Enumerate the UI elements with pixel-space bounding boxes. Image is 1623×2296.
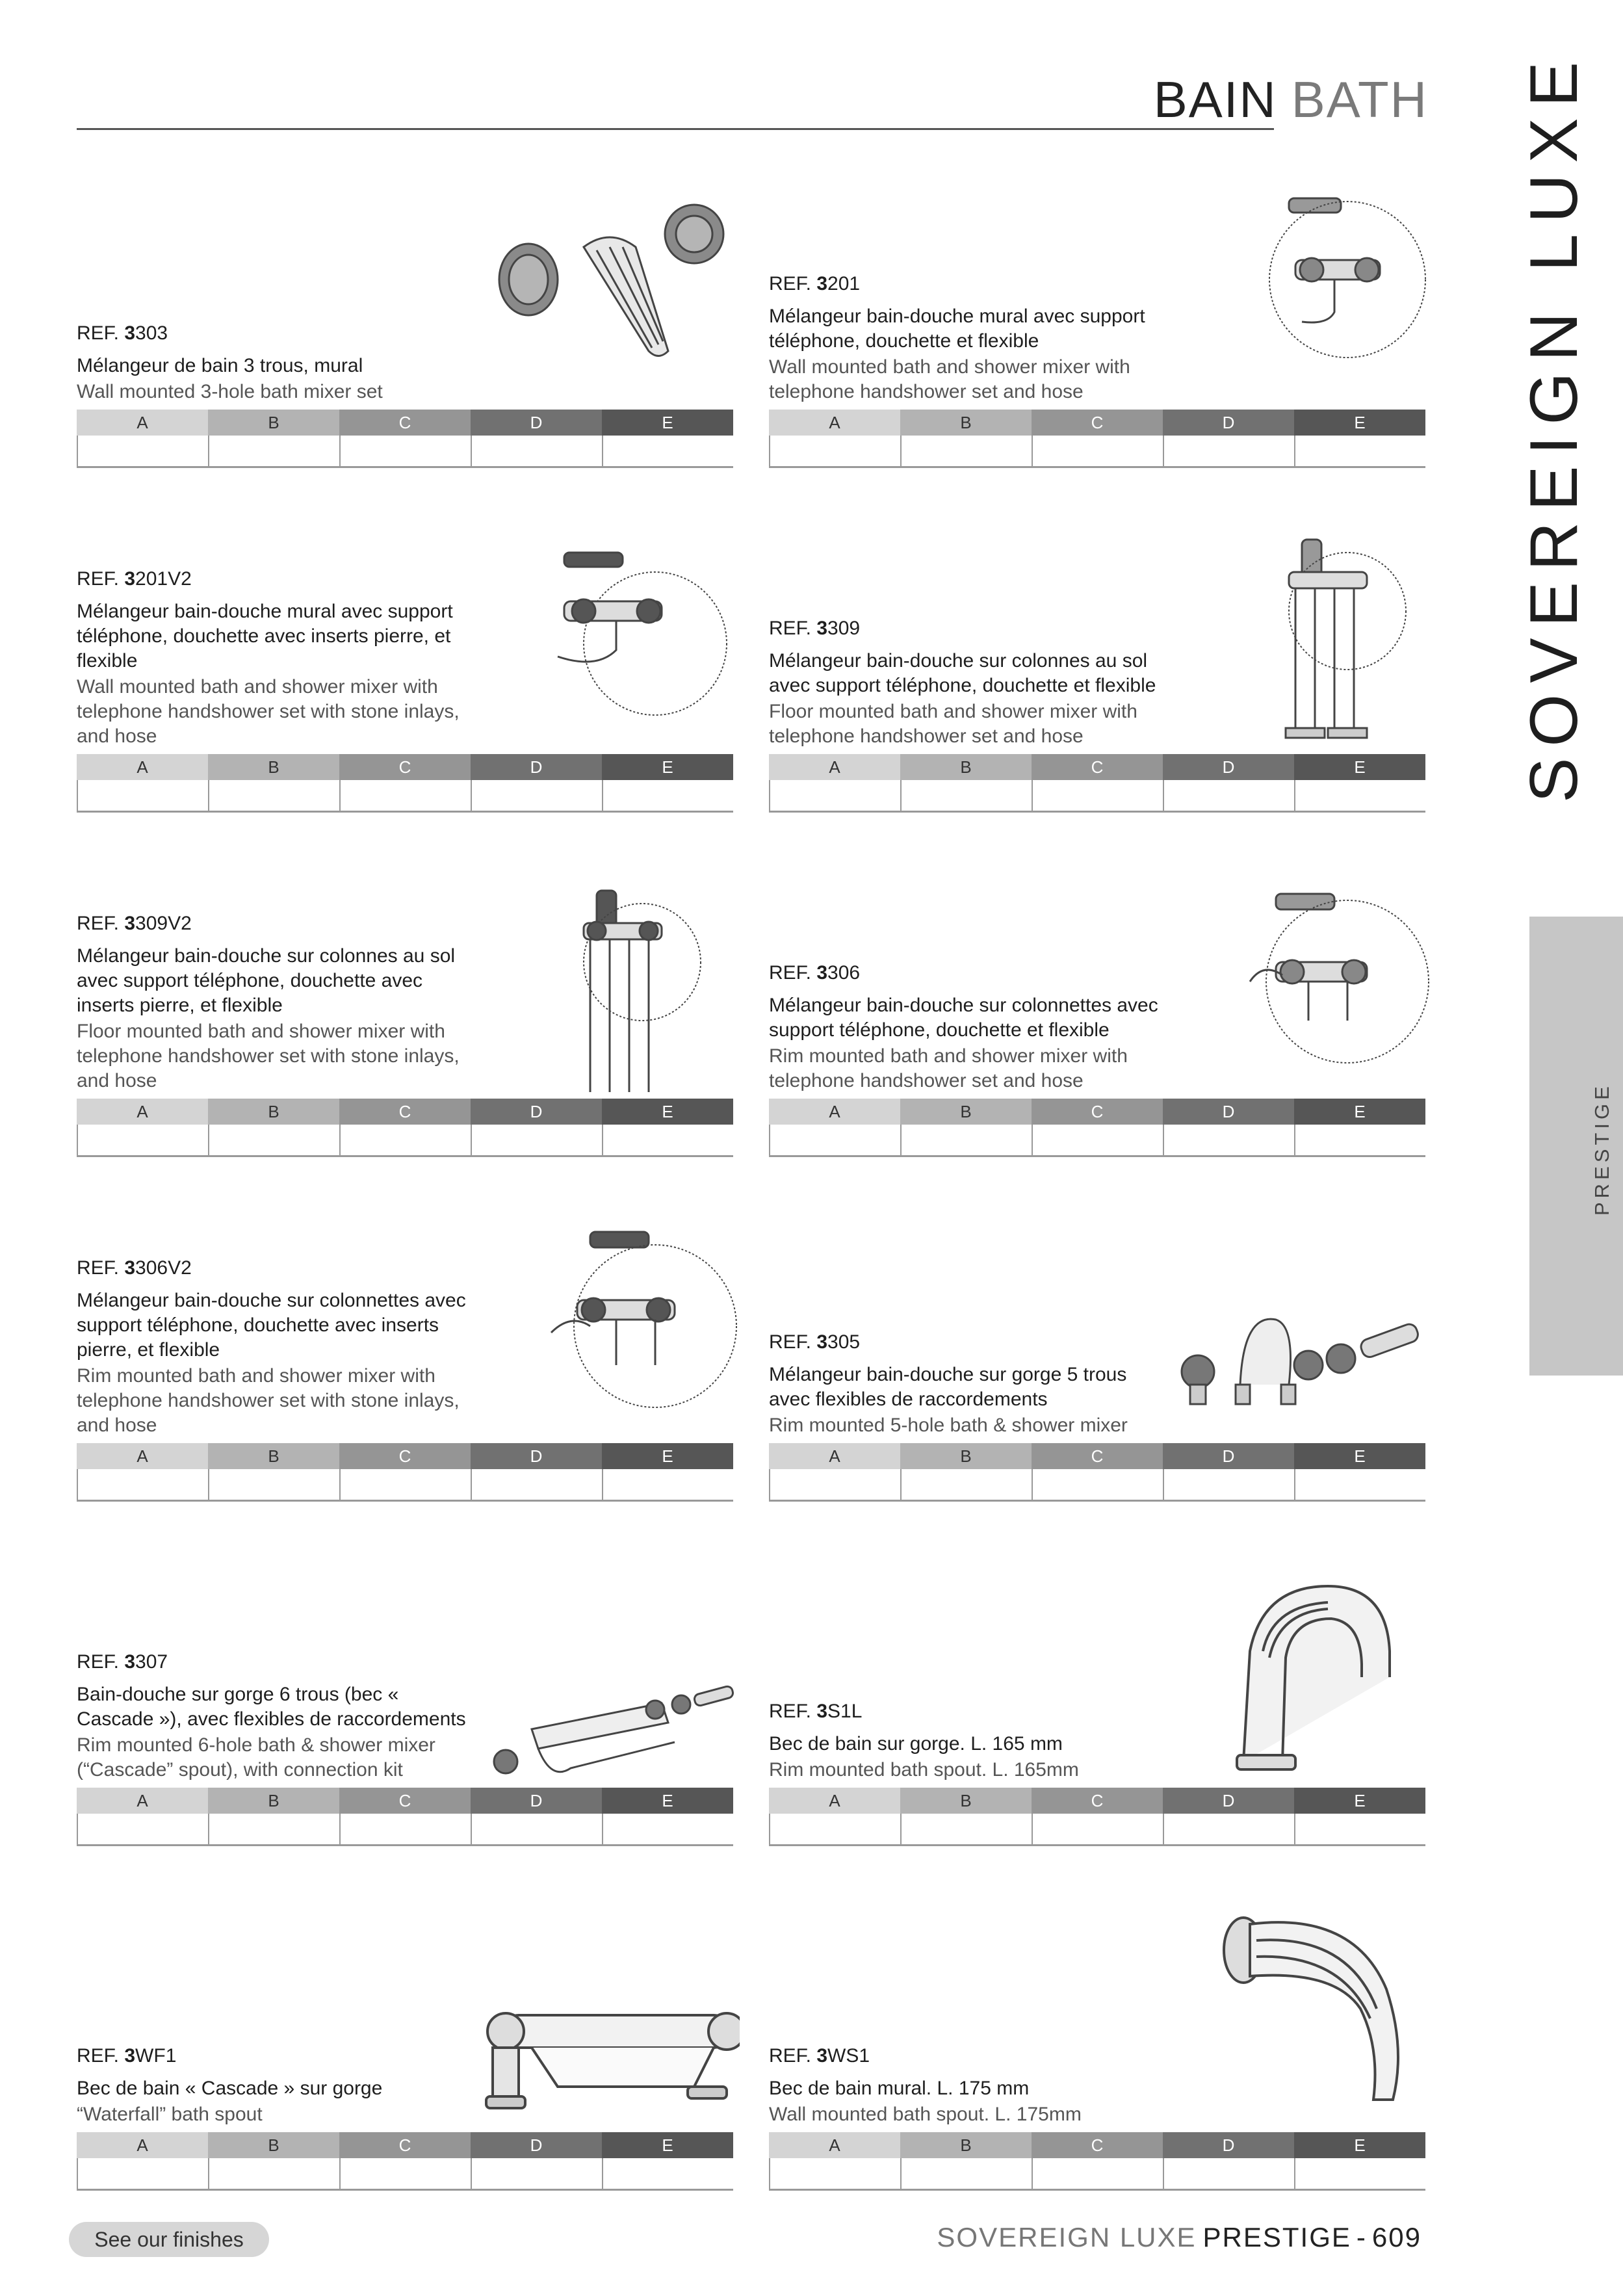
product-text [769, 962, 1172, 1093]
finish-table [77, 754, 733, 813]
finish-column-header: D [471, 754, 602, 780]
finish-column-header: E [602, 1443, 733, 1469]
finish-column-header: B [208, 1099, 339, 1125]
product-ref [77, 2045, 480, 2067]
finish-column-header: C [339, 754, 471, 780]
finish-cell[interactable] [602, 1125, 733, 1155]
product-image [1211, 1573, 1406, 1775]
finish-column-header: B [208, 410, 339, 436]
product-description-en: Floor mounted bath and shower mixer with telephone handshower set with stone inlays, and hose [77, 1021, 460, 1091]
finish-cell[interactable] [769, 436, 900, 466]
finish-column-header: D [471, 2132, 602, 2158]
product-ref-prefix: 3 [816, 273, 828, 294]
finish-cell[interactable] [1163, 436, 1294, 466]
finish-cell[interactable] [208, 2158, 339, 2189]
finish-table-header [77, 1788, 733, 1814]
finish-cell[interactable] [1163, 1125, 1294, 1155]
finish-column-header: A [77, 410, 208, 436]
finish-cell[interactable] [339, 1814, 471, 1844]
product-image [1237, 884, 1432, 1099]
finish-table-header [77, 1443, 733, 1469]
product-card [769, 1560, 1425, 1846]
finish-column-header: E [602, 2132, 733, 2158]
footer-section: PRESTIGE [1202, 2222, 1351, 2252]
finish-cell[interactable] [900, 1469, 1032, 1500]
page-title [1154, 70, 1428, 129]
finish-column-header: A [769, 1099, 900, 1125]
product-ref-prefix: 3 [816, 1701, 828, 1722]
finish-cell[interactable] [900, 1814, 1032, 1844]
finish-column-header: C [339, 1443, 471, 1469]
finish-cell[interactable] [77, 1469, 208, 1500]
finish-cell[interactable] [602, 1814, 733, 1844]
finish-column-header: B [900, 1099, 1032, 1125]
product-text [77, 913, 480, 1093]
product-description-en: Rim mounted bath spout. L. 165mm [769, 1759, 1079, 1781]
finish-table [77, 1099, 733, 1157]
product-card [769, 1216, 1425, 1502]
product-ref-code: 306V2 [135, 1257, 192, 1279]
page-title-en: BATH [1291, 71, 1428, 128]
product-description-en: Rim mounted 5-hole bath & shower mixer [769, 1415, 1128, 1436]
finish-column-header: A [77, 1099, 208, 1125]
product-ref-label: REF. [769, 1331, 817, 1353]
finish-column-header: A [769, 1788, 900, 1814]
finish-table-header [769, 2132, 1425, 2158]
finish-cell[interactable] [602, 2158, 733, 2189]
product-ref-label: REF. [77, 1257, 125, 1279]
product-ref-code: 303 [135, 322, 168, 344]
product-ref-code: 201V2 [135, 568, 192, 590]
finish-column-header: D [1163, 754, 1294, 780]
product-description-fr: Mélangeur bain-douche sur colonnettes avec support téléphone, douchette et flexible [769, 995, 1158, 1041]
product-ref [769, 1701, 1172, 1723]
product-ref-prefix: 3 [124, 568, 136, 590]
product-description-fr: Bain-douche sur gorge 6 trous (bec « Cascade »), avec flexibles de raccordements [77, 1684, 466, 1730]
product-ref [77, 1257, 480, 1279]
product-ref [77, 322, 480, 345]
finish-column-header: D [471, 1443, 602, 1469]
product-description-en: Rim mounted bath and shower mixer with telephone handshower set with stone inlays, and hose [77, 1365, 460, 1436]
finish-cell[interactable] [1294, 780, 1425, 811]
page-number: 609 [1371, 2222, 1422, 2252]
finish-cell[interactable] [471, 1814, 602, 1844]
product-card [77, 1216, 733, 1502]
finish-table-header [769, 754, 1425, 780]
finish-table-header [769, 1788, 1425, 1814]
finish-table-row [769, 1814, 1425, 1846]
finish-cell[interactable] [602, 436, 733, 466]
product-card [769, 1905, 1425, 2191]
product-description-fr: Mélangeur bain-douche sur colonnes au sol avec support téléphone, douchette avec inserts pierre, et flexible [77, 945, 456, 1016]
finish-table [769, 2132, 1425, 2191]
product-ref-label: REF. [77, 568, 125, 590]
page-title-fr: BAIN [1153, 71, 1277, 128]
product-ref-code: WS1 [827, 2045, 870, 2067]
product-ref-code: 307 [135, 1651, 168, 1673]
product-image [545, 540, 740, 735]
section-tab-label: PRESTIGE [1591, 1082, 1613, 1216]
see-finishes-button[interactable]: See our finishes [69, 2222, 269, 2257]
finish-cell[interactable] [208, 1125, 339, 1155]
finish-column-header: C [339, 410, 471, 436]
finish-column-header: A [769, 1443, 900, 1469]
finish-column-header: C [1032, 1788, 1163, 1814]
finish-cell[interactable] [77, 1125, 208, 1155]
finish-cell[interactable] [1163, 780, 1294, 811]
finish-cell[interactable] [1294, 1125, 1425, 1155]
product-image [545, 1222, 740, 1443]
finish-table [769, 410, 1425, 468]
finish-cell[interactable] [602, 780, 733, 811]
product-text [77, 1257, 480, 1438]
product-ref-prefix: 3 [816, 618, 828, 639]
finish-cell[interactable] [769, 1125, 900, 1155]
finish-cell[interactable] [1294, 1469, 1425, 1500]
product-description-en: Wall mounted bath spout. L. 175mm [769, 2104, 1082, 2125]
product-text [77, 2045, 480, 2127]
finish-column-header: A [769, 410, 900, 436]
finish-cell[interactable] [1032, 1469, 1163, 1500]
finish-column-header: D [1163, 1443, 1294, 1469]
finish-table-row [769, 436, 1425, 468]
product-ref [77, 913, 480, 935]
finish-table-header [77, 2132, 733, 2158]
finish-table-row [769, 2158, 1425, 2191]
product-ref [769, 962, 1172, 984]
product-description-en: Wall mounted 3-hole bath mixer set [77, 381, 383, 402]
page-footer [937, 2222, 1422, 2253]
finish-table [769, 754, 1425, 813]
finish-cell[interactable] [900, 2158, 1032, 2189]
product-card [77, 527, 733, 813]
finish-cell[interactable] [471, 1125, 602, 1155]
product-ref-label: REF. [769, 1701, 817, 1722]
finish-column-header: C [339, 2132, 471, 2158]
finish-table-header [769, 1099, 1425, 1125]
product-ref-label: REF. [77, 2045, 125, 2067]
finish-table-row [77, 1125, 733, 1157]
finish-table-row [77, 1469, 733, 1502]
finish-cell[interactable] [769, 1469, 900, 1500]
finish-column-header: B [208, 1443, 339, 1469]
finish-column-header: D [1163, 1788, 1294, 1814]
finish-column-header: C [1032, 2132, 1163, 2158]
finish-table-row [769, 1125, 1425, 1157]
header-divider [77, 128, 1274, 130]
product-description-en: Rim mounted 6-hole bath & shower mixer (“Cascade” spout), with connection kit [77, 1734, 435, 1781]
product-ref-label: REF. [769, 2045, 817, 2067]
finish-column-header: E [1294, 1099, 1425, 1125]
finish-cell[interactable] [471, 1469, 602, 1500]
finish-table [769, 1788, 1425, 1846]
finish-column-header: B [208, 1788, 339, 1814]
finish-column-header: A [769, 754, 900, 780]
finish-cell[interactable] [1294, 436, 1425, 466]
product-ref-label: REF. [77, 322, 125, 344]
finish-column-header: B [900, 2132, 1032, 2158]
product-ref-prefix: 3 [124, 913, 136, 934]
product-description-fr: Mélangeur bain-douche sur gorge 5 trous avec flexibles de raccordements [769, 1364, 1127, 1410]
finish-column-header: E [1294, 1788, 1425, 1814]
product-ref-label: REF. [769, 618, 817, 639]
finish-cell[interactable] [77, 780, 208, 811]
finish-cell[interactable] [1163, 2158, 1294, 2189]
product-card [77, 871, 733, 1157]
finish-column-header: E [602, 410, 733, 436]
finish-table-row [77, 2158, 733, 2191]
product-text [769, 273, 1172, 404]
product-image [1211, 1905, 1419, 2113]
product-ref [769, 618, 1172, 640]
product-description-fr: Bec de bain mural. L. 175 mm [769, 2078, 1030, 2099]
product-image [1250, 533, 1445, 748]
finish-cell[interactable] [1032, 436, 1163, 466]
finish-column-header: E [602, 1788, 733, 1814]
product-ref-code: S1L [827, 1701, 863, 1722]
finish-column-header: E [1294, 754, 1425, 780]
finish-cell[interactable] [339, 1469, 471, 1500]
finish-cell[interactable] [208, 436, 339, 466]
finish-table-row [77, 1814, 733, 1846]
finish-table [769, 1443, 1425, 1502]
finish-cell[interactable] [208, 780, 339, 811]
finish-table-header [77, 754, 733, 780]
finish-table-row [769, 780, 1425, 813]
finish-cell[interactable] [339, 780, 471, 811]
finish-column-header: E [1294, 1443, 1425, 1469]
product-description-en: Floor mounted bath and shower mixer with telephone handshower set and hose [769, 701, 1137, 747]
finish-table [77, 1788, 733, 1846]
product-text [769, 618, 1172, 749]
finish-column-header: A [77, 754, 208, 780]
product-image [1178, 1300, 1425, 1417]
finish-cell[interactable] [769, 780, 900, 811]
product-ref-prefix: 3 [816, 1331, 828, 1353]
finish-column-header: C [1032, 410, 1163, 436]
product-ref-code: 309 [827, 618, 861, 639]
product-card [77, 1560, 733, 1846]
product-ref-code: WF1 [135, 2045, 177, 2067]
product-ref-prefix: 3 [816, 962, 828, 984]
product-description-fr: Mélangeur bain-douche mural avec support téléphone, douchette avec inserts pierre, et flexible [77, 601, 453, 672]
product-ref-prefix: 3 [124, 2045, 136, 2067]
finish-column-header: C [1032, 1443, 1163, 1469]
finish-cell[interactable] [769, 1814, 900, 1844]
product-ref-label: REF. [769, 273, 817, 294]
section-tab-prestige[interactable] [1529, 917, 1623, 1376]
product-ref-code: 309V2 [135, 913, 192, 934]
finish-table-row [77, 780, 733, 813]
finish-table-row [769, 1469, 1425, 1502]
finish-column-header: D [1163, 1099, 1294, 1125]
product-ref [769, 2045, 1172, 2067]
finish-column-header: D [471, 1099, 602, 1125]
product-text [77, 1651, 480, 1782]
product-text [77, 322, 480, 404]
finish-cell[interactable] [339, 436, 471, 466]
finish-table-header [77, 410, 733, 436]
finish-column-header: C [339, 1099, 471, 1125]
finish-cell[interactable] [77, 1814, 208, 1844]
product-ref-prefix: 3 [816, 2045, 828, 2067]
product-card [769, 182, 1425, 468]
finish-table-header [769, 1443, 1425, 1469]
finish-cell[interactable] [769, 2158, 900, 2189]
finish-cell[interactable] [77, 2158, 208, 2189]
finish-column-header: B [208, 754, 339, 780]
finish-cell[interactable] [471, 780, 602, 811]
finish-column-header: B [900, 1788, 1032, 1814]
product-ref-label: REF. [769, 962, 817, 984]
finish-cell[interactable] [1294, 2158, 1425, 2189]
product-description-en: Rim mounted bath and shower mixer with telephone handshower set and hose [769, 1045, 1128, 1091]
finish-column-header: C [1032, 754, 1163, 780]
finish-cell[interactable] [471, 2158, 602, 2189]
product-card [769, 871, 1425, 1157]
finish-column-header: E [1294, 410, 1425, 436]
product-description-fr: Bec de bain sur gorge. L. 165 mm [769, 1733, 1063, 1755]
product-image [480, 1989, 740, 2119]
brand-vertical-label [1453, 51, 1592, 803]
finish-cell[interactable] [602, 1469, 733, 1500]
finish-column-header: D [1163, 410, 1294, 436]
finish-column-header: B [900, 754, 1032, 780]
product-ref [769, 273, 1172, 295]
finish-cell[interactable] [1032, 2158, 1163, 2189]
product-description-fr: Bec de bain « Cascade » sur gorge [77, 2078, 383, 2099]
product-image [493, 1684, 740, 1781]
finish-column-header: C [1032, 1099, 1163, 1125]
product-description-fr: Mélangeur bain-douche mural avec support téléphone, douchette et flexible [769, 306, 1145, 352]
product-ref-label: REF. [77, 1651, 125, 1673]
finish-column-header: E [1294, 2132, 1425, 2158]
product-description-en: Wall mounted bath and shower mixer with telephone handshower set and hose [769, 356, 1130, 402]
finish-cell[interactable] [1294, 1814, 1425, 1844]
product-ref-prefix: 3 [124, 322, 136, 344]
product-text [769, 2045, 1172, 2127]
product-text [769, 1331, 1172, 1438]
product-ref-code: 306 [827, 962, 861, 984]
finish-cell[interactable] [900, 1125, 1032, 1155]
finish-column-header: A [77, 2132, 208, 2158]
finish-cell[interactable] [208, 1469, 339, 1500]
product-text [769, 1701, 1172, 1782]
product-image [1250, 182, 1445, 377]
product-card [769, 527, 1425, 813]
finish-table [77, 410, 733, 468]
finish-table-header [77, 1099, 733, 1125]
product-image [480, 189, 753, 377]
product-ref [769, 1331, 1172, 1353]
product-description-fr: Mélangeur bain-douche sur colonnes au sol avec support téléphone, douchette et flexible [769, 650, 1156, 696]
footer-brand: SOVEREIGN LUXE [937, 2222, 1197, 2252]
finish-column-header: A [77, 1443, 208, 1469]
finish-cell[interactable] [1163, 1469, 1294, 1500]
finish-column-header: B [900, 1443, 1032, 1469]
product-description-en: “Waterfall” bath spout [77, 2104, 263, 2125]
finish-table [769, 1099, 1425, 1157]
finish-cell[interactable] [339, 1125, 471, 1155]
product-description-fr: Mélangeur de bain 3 trous, mural [77, 355, 363, 376]
finish-cell[interactable] [471, 436, 602, 466]
finish-column-header: E [602, 754, 733, 780]
product-description-en: Wall mounted bath and shower mixer with telephone handshower set with stone inlays, and hose [77, 676, 460, 747]
finish-table [77, 2132, 733, 2191]
product-card [77, 1905, 733, 2191]
finish-column-header: E [602, 1099, 733, 1125]
product-ref [77, 568, 480, 590]
product-card [77, 182, 733, 468]
finish-column-header: A [769, 2132, 900, 2158]
finish-column-header: B [900, 410, 1032, 436]
product-text [77, 568, 480, 749]
product-ref-prefix: 3 [124, 1651, 136, 1673]
finish-cell[interactable] [208, 1814, 339, 1844]
finish-table-row [77, 436, 733, 468]
product-ref-label: REF. [77, 913, 125, 934]
finish-column-header: D [1163, 2132, 1294, 2158]
finish-cell[interactable] [339, 2158, 471, 2189]
product-description-fr: Mélangeur bain-douche sur colonnettes avec support téléphone, douchette avec inserts pierre, et flexible [77, 1290, 466, 1361]
finish-column-header: D [471, 1788, 602, 1814]
product-ref-code: 201 [827, 273, 861, 294]
finish-table [77, 1443, 733, 1502]
product-ref-prefix: 3 [124, 1257, 136, 1279]
footer-separator: - [1356, 2222, 1367, 2252]
finish-cell[interactable] [900, 436, 1032, 466]
product-image [545, 884, 740, 1105]
finish-column-header: C [339, 1788, 471, 1814]
finish-column-header: D [471, 410, 602, 436]
finish-cell[interactable] [1032, 780, 1163, 811]
finish-cell[interactable] [1032, 1125, 1163, 1155]
finish-cell[interactable] [1032, 1814, 1163, 1844]
product-ref-code: 305 [827, 1331, 861, 1353]
finish-table-header [769, 410, 1425, 436]
finish-cell[interactable] [1163, 1814, 1294, 1844]
product-ref [77, 1651, 480, 1673]
finish-cell[interactable] [900, 780, 1032, 811]
brand-vertical-text: SOVEREIGN LUXE [1516, 51, 1592, 803]
finish-column-header: A [77, 1788, 208, 1814]
finish-cell[interactable] [77, 436, 208, 466]
finish-column-header: B [208, 2132, 339, 2158]
